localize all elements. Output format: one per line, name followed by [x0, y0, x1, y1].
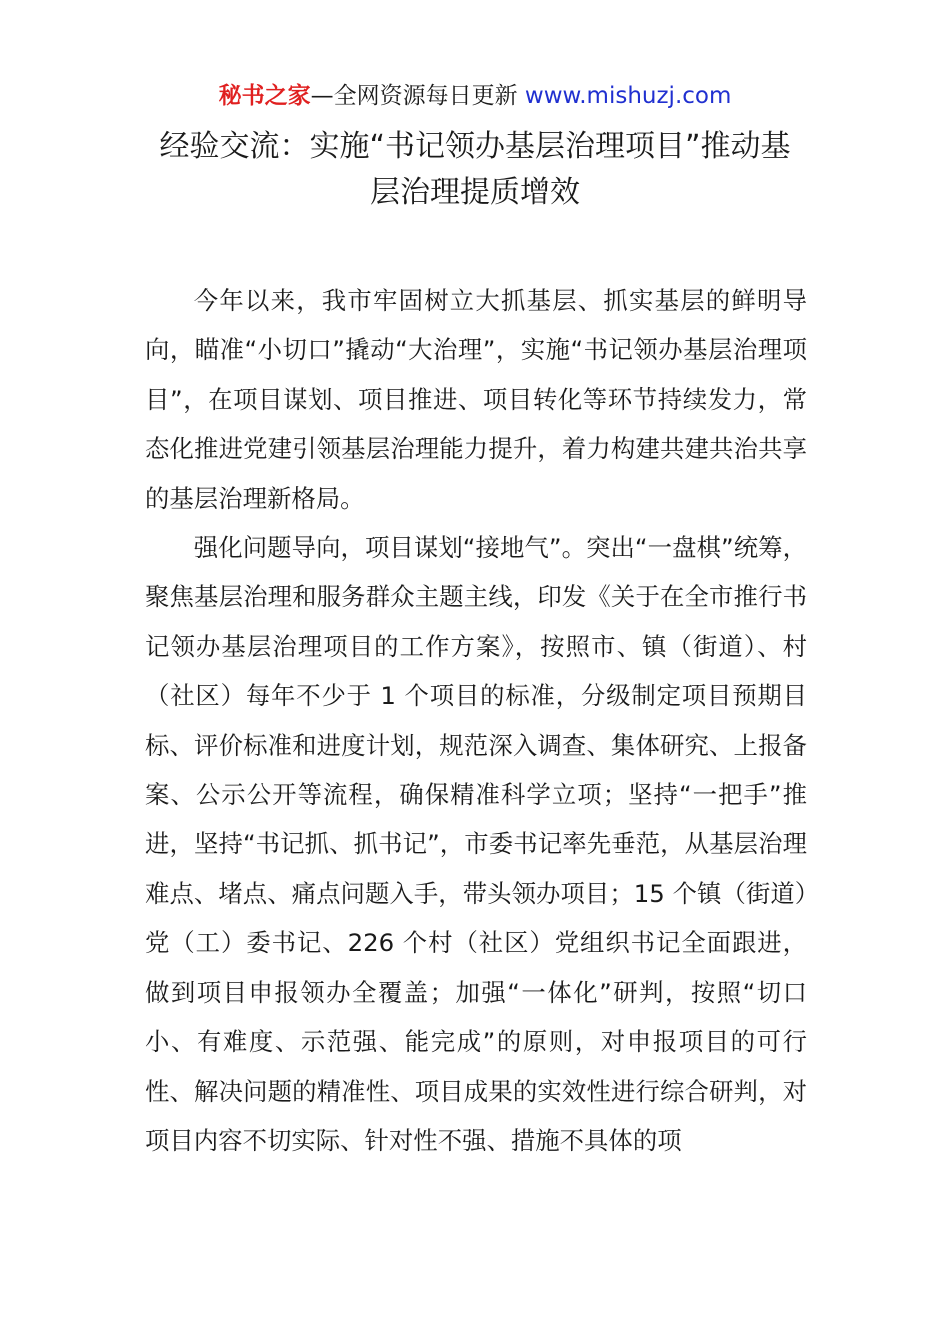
site-tagline: —全网资源每日更新: [310, 83, 525, 109]
document-body: [145, 276, 807, 1165]
paragraph-intro: 今年以来，我市牢固树立大抓基层、抓实基层的鲜明导向，瞄准“小切口”撬动“大治理”，实施“书记领办基层治理项目”，在项目谋划、项目推进、项目转化等环节持续发力，常态化推进党建引领基层治理能力提升，着力构建共建共治共享的基层治理新格局。: [145, 286, 807, 513]
paragraph-problem-orientation: 强化问题导向，项目谋划“接地气”。突出“一盘棋”统筹，聚焦基层治理和服务群众主题主线，印发《关于在全市推行书记领办基层治理项目的工作方案》，按照市、镇（街道）、村（社区）每年不少于 1 个项目的标准，分级制定项目预期目标、评价标准和进度计划，规范深入调查、集体研究、上报备案、公示公开等流程，确保精准科学立项；坚持“一把手”推进，坚持“书记抓、抓书记”，市委书记率先垂范，从基层治理难点、堵点、痛点问题入手，带头领办项目；15 个镇（街道）党（工）委书记、226 个村（社区）党组织书记全面跟进，做到项目申报领办全覆盖；加强“一体化”研判，按照“切口小、有难度、示范强、能完成”的原则，对申报项目的可行性、解决问题的精准性、项目成果的实效性进行综合研判，对项目内容不切实际、针对性不强、措施不具体的项: [145, 533, 807, 1155]
site-url-link[interactable]: www.mishuzj.com: [524, 83, 732, 109]
document-title: 经验交流：实施“书记领办基层治理项目”推动基层治理提质增效: [159, 129, 791, 210]
site-brand: 秘书之家: [218, 83, 311, 109]
site-header: [0, 80, 950, 112]
